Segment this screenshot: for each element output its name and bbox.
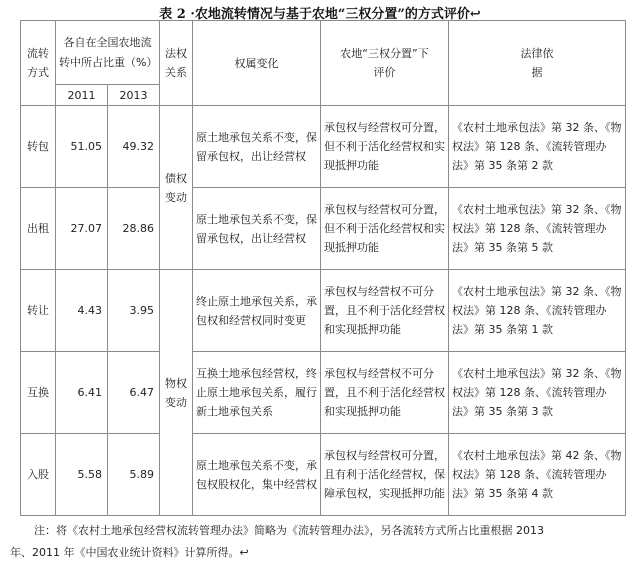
row-rights-change: 终止原土地承包关系，承包权和经营权同时变更 bbox=[193, 270, 321, 352]
evaluation-table bbox=[20, 20, 626, 516]
header-mode: 流转方式 bbox=[21, 21, 56, 106]
row-share-2011: 5.58 bbox=[56, 434, 108, 516]
row-mode: 入股 bbox=[21, 434, 56, 516]
header-year-2013: 2013 bbox=[108, 85, 160, 106]
header-share-group: 各自在全国农地流转中所占比重（%） bbox=[56, 21, 160, 85]
row-share-2011: 27.07 bbox=[56, 188, 108, 270]
table-title: 表 2 ·农地流转情况与基于农地“三权分置”的方式评价↩ bbox=[159, 7, 481, 22]
row-evaluation: 承包权与经营权不可分置，且不利于活化经营权和实现抵押功能 bbox=[321, 352, 449, 434]
row-evaluation: 承包权与经营权可分置，但不利于活化经营权和实现抵押功能 bbox=[321, 106, 449, 188]
header-year-2011: 2011 bbox=[56, 85, 108, 106]
row-share-2013: 5.89 bbox=[108, 434, 160, 516]
row-rights-change: 原土地承包关系不变，承包权股权化，集中经营权 bbox=[193, 434, 321, 516]
group-property-change: 物权变动 bbox=[160, 270, 193, 516]
row-share-2011: 51.05 bbox=[56, 106, 108, 188]
row-evaluation: 承包权与经营权不可分置，且不利于活化经营权和实现抵押功能 bbox=[321, 270, 449, 352]
row-mode: 出租 bbox=[21, 188, 56, 270]
row-mode: 转让 bbox=[21, 270, 56, 352]
row-share-2013: 49.32 bbox=[108, 106, 160, 188]
row-rights-change: 互换土地承包经营权，终止原土地承包关系，履行新土地承包关系 bbox=[193, 352, 321, 434]
row-share-2013: 3.95 bbox=[108, 270, 160, 352]
header-evaluation: 农地“三权分置”下评价 bbox=[321, 21, 449, 106]
row-evaluation: 承包权与经营权可分置，但不利于活化经营权和实现抵押功能 bbox=[321, 188, 449, 270]
row-mode: 转包 bbox=[21, 106, 56, 188]
note-line-1: 注：将《农村土地承包经营权流转管理办法》简略为《流转管理办法》，另各流转方式所占比重根据 2013 bbox=[34, 524, 544, 537]
row-share-2011: 6.41 bbox=[56, 352, 108, 434]
row-share-2013: 28.86 bbox=[108, 188, 160, 270]
row-evaluation: 承包权与经营权可分置，且有利于活化经营权，保障承包权，实现抵押功能 bbox=[321, 434, 449, 516]
header-rights-change: 权属变化 bbox=[193, 21, 321, 106]
note-line-2: 年、2011 年《中国农业统计资料》计算所得。↩ bbox=[10, 546, 249, 559]
row-legal-basis: 《农村土地承包法》第 32 条、《物权法》第 128 条、《流转管理办法》第 35 条第 2 款 bbox=[449, 106, 626, 188]
row-share-2011: 4.43 bbox=[56, 270, 108, 352]
row-mode: 互换 bbox=[21, 352, 56, 434]
row-legal-basis: 《农村土地承包法》第 32 条、《物权法》第 128 条、《流转管理办法》第 35 条第 3 款 bbox=[449, 352, 626, 434]
row-legal-basis: 《农村土地承包法》第 42 条、《物权法》第 128 条、《流转管理办法》第 35 条第 4 款 bbox=[449, 434, 626, 516]
header-legal-basis: 法律依据 bbox=[449, 21, 626, 106]
group-debt-change: 债权变动 bbox=[160, 106, 193, 270]
row-legal-basis: 《农村土地承包法》第 32 条、《物权法》第 128 条、《流转管理办法》第 35 条第 5 款 bbox=[449, 188, 626, 270]
header-legal-relation: 法权关系 bbox=[160, 21, 193, 106]
row-legal-basis: 《农村土地承包法》第 32 条、《物权法》第 128 条、《流转管理办法》第 35 条第 1 款 bbox=[449, 270, 626, 352]
table-note bbox=[10, 520, 624, 564]
row-rights-change: 原土地承包关系不变，保留承包权，出让经营权 bbox=[193, 188, 321, 270]
row-share-2013: 6.47 bbox=[108, 352, 160, 434]
row-rights-change: 原土地承包关系不变，保留承包权，出让经营权 bbox=[193, 106, 321, 188]
